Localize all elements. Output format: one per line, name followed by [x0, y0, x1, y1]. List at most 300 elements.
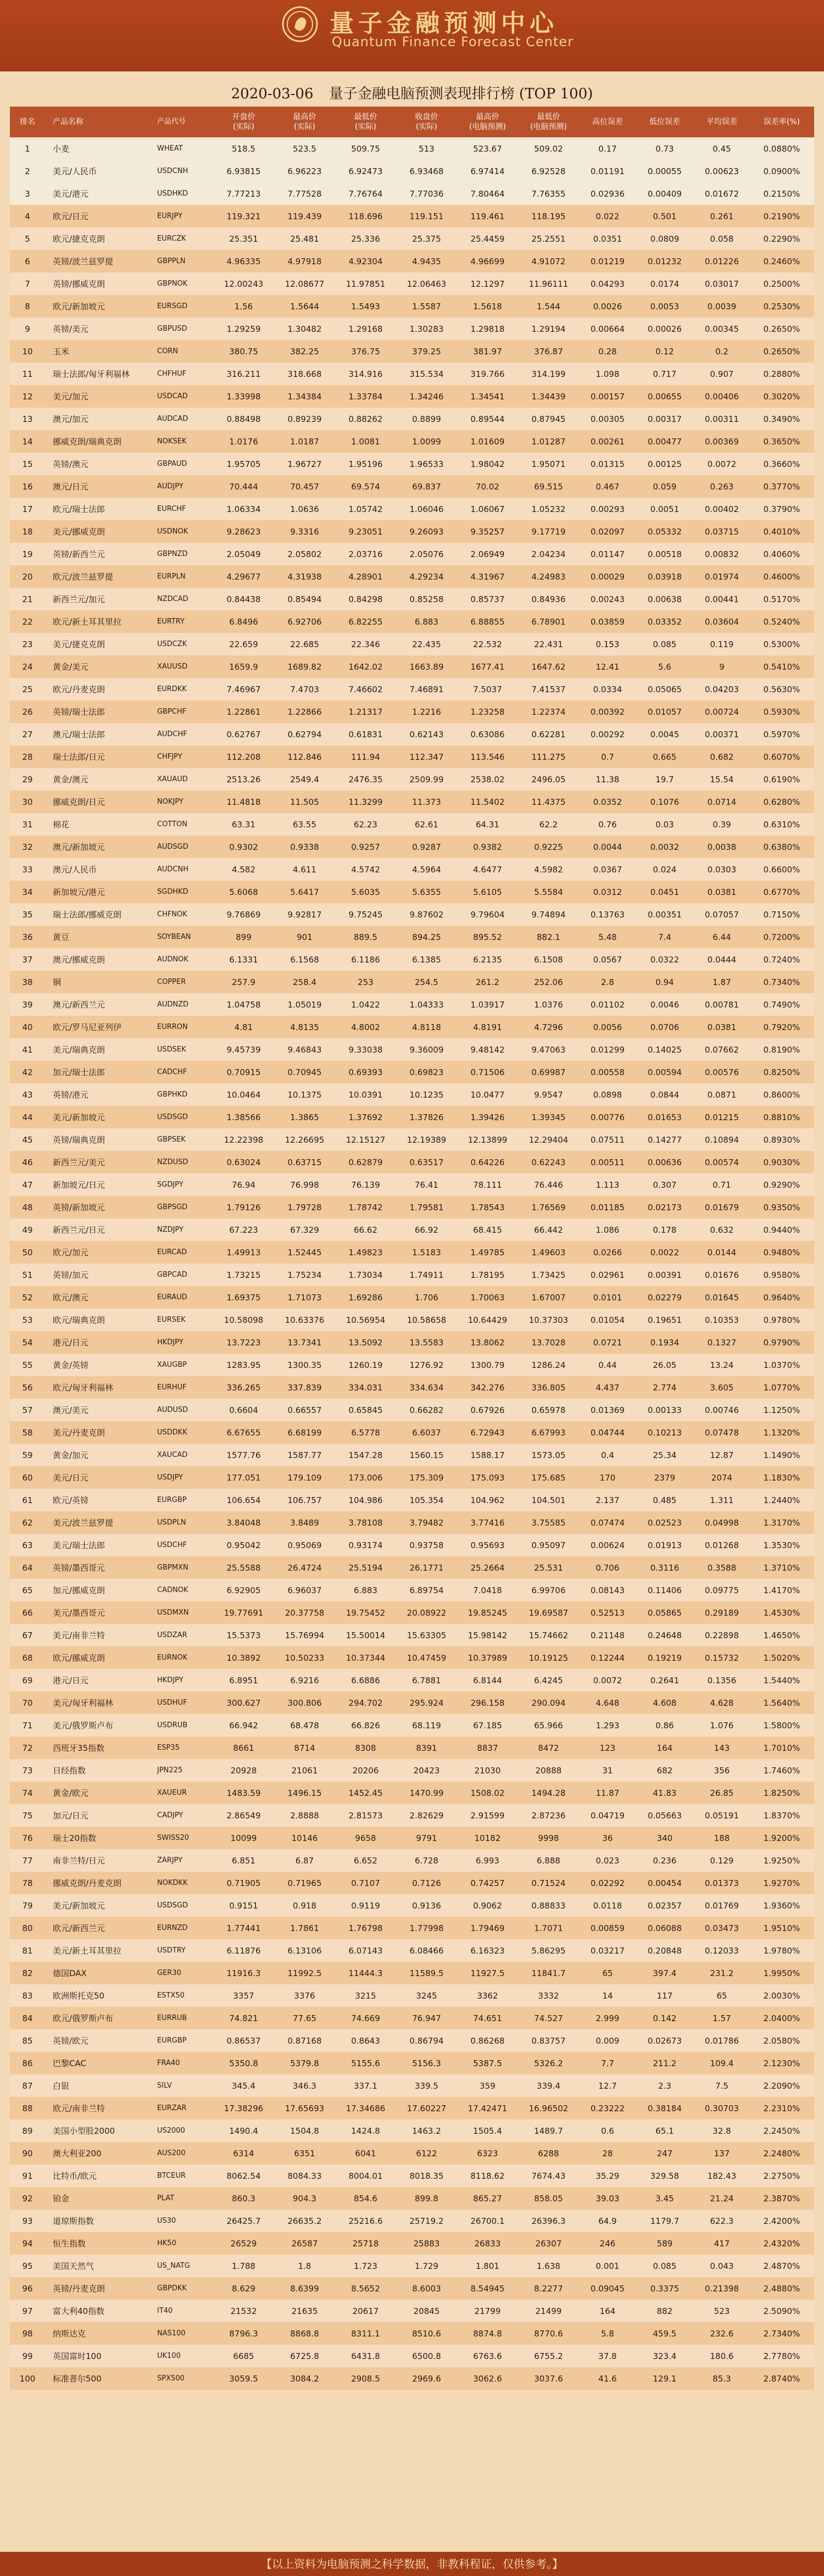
cell-close: 118.195	[531, 211, 566, 221]
cell-flo: 8391	[416, 1743, 437, 1753]
cell-fhi: 8868.8	[290, 2328, 319, 2339]
cell-hierr: 0.52513	[590, 1607, 625, 1618]
cell-rank: 70	[22, 1698, 33, 1708]
cell-fhi: 523.5	[293, 143, 316, 154]
cell-rank: 62	[22, 1517, 33, 1528]
cell-hierr: 0.09045	[590, 2283, 625, 2294]
cell-hierr: 1.293	[595, 1720, 620, 1731]
cell-loerr: 0.0809	[650, 233, 680, 244]
cell-close: 175.685	[531, 1472, 566, 1483]
cell-name: 美元/俄罗斯卢布	[53, 1721, 114, 1731]
cell-avgerr: 0.10353	[704, 1315, 739, 1325]
cell-code: US_NATG	[157, 2262, 190, 2270]
cell-fhi: 382.25	[290, 346, 319, 357]
cell-hierr: 0.0044	[593, 842, 622, 852]
cell-ahi: 69.574	[351, 481, 380, 492]
cell-rank: 64	[22, 1562, 33, 1573]
cell-hierr: 0.02292	[590, 1878, 625, 1888]
cell-alo: 6.16323	[470, 1945, 505, 1956]
cell-hierr: 0.0266	[593, 1247, 622, 1258]
cell-ahi: 0.84298	[348, 594, 383, 604]
cell-fhi: 7.4703	[290, 684, 319, 694]
cell-ahi: 1.73034	[348, 1270, 383, 1280]
cell-hierr: 0.00305	[590, 414, 625, 424]
cell-fhi: 0.9338	[290, 842, 319, 852]
cell-rank: 52	[22, 1292, 33, 1303]
cell-close: 8472	[538, 1743, 559, 1753]
cell-fhi: 1.0187	[290, 436, 319, 447]
table-row	[10, 1534, 814, 1556]
cell-avgerr: 0.00623	[704, 166, 739, 176]
cell-pct: 0.2150%	[763, 188, 800, 199]
cell-code: AUDSGD	[157, 843, 188, 851]
table-row	[10, 948, 814, 971]
cell-code: CHFJPY	[157, 753, 182, 761]
cell-alo: 26833	[474, 2238, 501, 2249]
cell-hierr: 0.01185	[590, 1202, 625, 1212]
cell-code: AUDUSD	[157, 1406, 188, 1414]
cell-name: 富大利40指数	[53, 2306, 105, 2316]
cell-name: 英镑/港元	[53, 1090, 89, 1100]
cell-avgerr: 0.01679	[704, 1202, 739, 1212]
cell-name: 欧元/澳元	[53, 1293, 89, 1303]
table-row	[10, 1466, 814, 1489]
cell-rank: 94	[22, 2238, 33, 2249]
cell-alo: 26700.1	[470, 2216, 505, 2226]
cell-close: 9.47063	[531, 1044, 566, 1055]
cell-ahi: 111.94	[351, 752, 380, 762]
cell-ahi: 6.652	[354, 1855, 377, 1866]
cell-open: 2513.26	[226, 774, 261, 785]
cell-pct: 2.3870%	[763, 2193, 800, 2204]
cell-flo: 10.47459	[407, 1653, 447, 1663]
cell-fhi: 1.5644	[290, 301, 319, 311]
cell-alo: 7.5037	[473, 684, 502, 694]
cell-code: US30	[157, 2217, 176, 2225]
cell-code: EURCAD	[157, 1248, 187, 1256]
cell-ahi: 6.6886	[351, 1675, 380, 1685]
cell-fhi: 4.31938	[287, 571, 322, 582]
cell-open: 67.223	[229, 1225, 258, 1235]
cell-avgerr: 0.0144	[707, 1247, 737, 1258]
cell-pct: 1.1830%	[763, 1472, 800, 1483]
cell-name: 加元/挪威克朗	[53, 1585, 105, 1595]
cell-code: UK100	[157, 2352, 181, 2360]
cell-close: 6.78901	[531, 616, 566, 627]
cell-open: 4.29677	[226, 571, 261, 582]
cell-flo: 76.41	[415, 1179, 438, 1190]
cell-pct: 0.2650%	[763, 324, 800, 334]
cell-close: 111.275	[531, 752, 566, 762]
cell-ahi: 3215	[355, 1990, 376, 2001]
cell-avgerr: 0.01373	[704, 1878, 739, 1888]
cell-avgerr: 0.03473	[704, 1923, 739, 1933]
cell-avgerr: 137	[714, 2148, 730, 2158]
cell-pct: 0.5970%	[763, 729, 800, 739]
table-row	[10, 1601, 814, 1624]
cell-hierr: 0.00157	[590, 391, 625, 402]
cell-code: CADCHF	[157, 1068, 187, 1076]
column-header-alo	[457, 112, 518, 132]
cell-close: 65.966	[534, 1720, 563, 1731]
cell-alo: 0.63086	[470, 729, 505, 739]
cell-hierr: 0.76	[598, 819, 617, 830]
cell-code: EURCZK	[157, 235, 186, 243]
cell-fhi: 6725.8	[290, 2351, 319, 2361]
cell-flo: 894.25	[412, 932, 441, 942]
cell-loerr: 0.024	[653, 864, 677, 875]
cell-loerr: 0.03352	[647, 616, 682, 627]
cell-fhi: 8084.33	[287, 2171, 322, 2181]
cell-flo: 66.92	[415, 1225, 438, 1235]
cell-hierr: 14	[602, 1990, 613, 2001]
cell-loerr: 26.05	[653, 1360, 677, 1370]
cell-flo: 1.30283	[409, 324, 444, 334]
cell-code: XAUEUR	[157, 1789, 187, 1797]
cell-name: 英镑/挪威克朗	[53, 279, 105, 289]
cell-fhi: 17.65693	[285, 2103, 325, 2113]
cell-hierr: 0.0351	[593, 233, 622, 244]
cell-rank: 15	[22, 459, 33, 469]
cell-close: 19.69587	[528, 1607, 569, 1618]
table-row	[10, 881, 814, 903]
cell-code: WHEAT	[157, 144, 183, 153]
cell-avgerr: 0.00574	[704, 1157, 739, 1167]
table-row	[10, 1962, 814, 1984]
cell-avgerr: 0.00406	[704, 391, 739, 402]
cell-code: EURZAR	[157, 2104, 187, 2112]
cell-name: 巴黎CAC	[53, 2058, 86, 2068]
cell-ahi: 1547.28	[348, 1450, 383, 1460]
cell-rank: 1	[25, 143, 30, 154]
cell-ahi: 6.92473	[348, 166, 383, 176]
cell-alo: 4.6477	[473, 864, 502, 875]
cell-hierr: 0.12244	[590, 1653, 625, 1663]
table-row	[10, 2097, 814, 2119]
cell-pct: 1.9250%	[763, 1855, 800, 1866]
cell-hierr: 0.00392	[590, 706, 625, 717]
column-header-line: 误差率(%)	[763, 118, 800, 126]
cell-ahi: 173.006	[348, 1472, 383, 1483]
cell-flo: 15.63305	[407, 1630, 447, 1640]
cell-open: 10.0464	[226, 1089, 261, 1100]
cell-close: 15.74662	[528, 1630, 569, 1640]
cell-avgerr: 523	[714, 2306, 730, 2316]
cell-ahi: 1.5493	[351, 301, 380, 311]
cell-name: 瑞士法郎/挪威克朗	[53, 910, 122, 920]
cell-flo: 12.06463	[407, 279, 447, 289]
cell-pct: 1.1320%	[763, 1427, 800, 1438]
cell-pct: 0.0880%	[763, 143, 800, 154]
cell-name: 英镑/瑞典克朗	[53, 1135, 105, 1145]
cell-loerr: 0.94	[655, 977, 674, 987]
cell-rank: 80	[22, 1923, 33, 1933]
cell-hierr: 0.00624	[590, 1540, 625, 1550]
cell-open: 21532	[230, 2306, 257, 2316]
cell-name: 欧元/罗马尼亚列伊	[53, 1022, 122, 1032]
cell-hierr: 0.03859	[590, 616, 625, 627]
cell-loerr: 0.00655	[647, 391, 682, 402]
column-header-loerr	[636, 117, 693, 127]
cell-pct: 0.9290%	[763, 1179, 800, 1190]
column-header-line: (实际)	[294, 123, 315, 131]
cell-alo: 11927.5	[470, 1968, 505, 1978]
cell-alo: 78.111	[473, 1179, 502, 1190]
cell-loerr: 0.00026	[647, 324, 682, 334]
cell-pct: 2.4200%	[763, 2216, 800, 2226]
cell-avgerr: 0.682	[710, 752, 734, 762]
cell-close: 4.7296	[534, 1022, 563, 1032]
cell-flo: 0.63517	[409, 1157, 444, 1167]
column-header-line: 低位误差	[649, 118, 680, 126]
cell-pct: 0.9350%	[763, 1202, 800, 1212]
cell-open: 6.11876	[226, 1945, 261, 1956]
cell-alo: 3.77416	[470, 1517, 505, 1528]
cell-avgerr: 0.01226	[704, 256, 739, 266]
table-row	[10, 1151, 814, 1173]
cell-rank: 27	[22, 729, 33, 739]
cell-code: SPX500	[157, 2374, 185, 2383]
cell-close: 0.69987	[531, 1067, 566, 1077]
table-row	[10, 791, 814, 813]
cell-name: 瑞士法郎/匈牙利福林	[53, 369, 130, 379]
cell-fhi: 9.46843	[287, 1044, 322, 1055]
cell-rank: 86	[22, 2058, 33, 2068]
cell-loerr: 0.00638	[647, 594, 682, 604]
cell-avgerr: 0.0871	[707, 1089, 737, 1100]
cell-alo: 15.98142	[467, 1630, 508, 1640]
cell-name: 黄金/欧元	[53, 1788, 89, 1798]
cell-avgerr: 0.00402	[704, 504, 739, 514]
cell-ahi: 337.1	[354, 2080, 377, 2091]
cell-loerr: 0.1934	[650, 1337, 680, 1348]
table-row	[10, 1444, 814, 1466]
table-row	[10, 1061, 814, 1083]
cell-flo: 1663.89	[409, 661, 444, 672]
cell-close: 1.638	[537, 2261, 560, 2271]
table-row	[10, 700, 814, 723]
cell-open: 10099	[230, 1833, 257, 1843]
cell-name: 铂金	[53, 2194, 70, 2204]
cell-fhi: 1.75234	[287, 1270, 322, 1280]
cell-fhi: 3084.2	[290, 2373, 319, 2384]
cell-alo: 1.98042	[470, 459, 505, 469]
cell-pct: 0.3650%	[763, 436, 800, 447]
cell-code: NZDUSD	[157, 1158, 188, 1166]
cell-alo: 865.27	[473, 2193, 502, 2204]
cell-ahi: 6.07143	[348, 1945, 383, 1956]
cell-pct: 0.9790%	[763, 1337, 800, 1348]
cell-ahi: 10.0391	[348, 1089, 383, 1100]
cell-fhi: 2.05802	[287, 549, 322, 559]
cell-hierr: 2.137	[595, 1495, 620, 1505]
cell-alo: 10.64429	[467, 1315, 508, 1325]
cell-flo: 0.69823	[409, 1067, 444, 1077]
cell-loerr: 0.00351	[647, 909, 682, 920]
cell-open: 10.58098	[224, 1315, 264, 1325]
cell-fhi: 1.8	[298, 2261, 311, 2271]
cell-hierr: 0.00292	[590, 729, 625, 739]
cell-pct: 0.6070%	[763, 752, 800, 762]
cell-name: 欧元/捷克克朗	[53, 234, 105, 244]
cell-alo: 6323	[477, 2148, 498, 2158]
cell-name: 西班牙35指数	[53, 1743, 105, 1753]
cell-code: USDSEK	[157, 1045, 186, 1054]
cell-ahi: 9.23051	[348, 526, 383, 537]
cell-alo: 119.461	[470, 211, 505, 221]
cell-avgerr: 0.00746	[704, 1405, 739, 1415]
cell-hierr: 0.00029	[590, 571, 625, 582]
cell-pct: 0.3790%	[763, 504, 800, 514]
cell-flo: 379.25	[412, 346, 441, 357]
cell-loerr: 0.00317	[647, 414, 682, 424]
cell-code: EURAUD	[157, 1293, 187, 1301]
table-row	[10, 1286, 814, 1309]
cell-ahi: 1.05742	[348, 504, 383, 514]
cell-fhi: 258.4	[293, 977, 316, 987]
cell-code: COPPER	[157, 978, 186, 986]
cell-fhi: 6.68199	[287, 1427, 322, 1438]
cell-name: 美元/港元	[53, 189, 89, 199]
cell-loerr: 2379	[654, 1472, 676, 1483]
cell-name: 欧元/瑞士法郎	[53, 504, 105, 514]
table-row	[10, 520, 814, 543]
cell-alo: 8837	[477, 1743, 498, 1753]
cell-hierr: 11.87	[595, 1788, 620, 1798]
cell-close: 0.88833	[531, 1900, 566, 1911]
cell-rank: 11	[22, 369, 33, 379]
column-header-avgerr	[693, 117, 750, 127]
cell-close: 1.67007	[531, 1292, 566, 1303]
cell-flo: 25719.2	[409, 2216, 444, 2226]
cell-avgerr: 1.57	[712, 2013, 731, 2023]
table-row	[10, 250, 814, 272]
cell-pct: 0.5170%	[763, 594, 800, 604]
cell-ahi: 509.75	[351, 143, 380, 154]
cell-name: 澳元/挪威克朗	[53, 955, 105, 965]
cell-fhi: 1504.8	[290, 2126, 319, 2136]
cell-flo: 1470.99	[409, 1788, 444, 1798]
cell-ahi: 1424.8	[351, 2126, 380, 2136]
cell-close: 1.05232	[531, 504, 566, 514]
cell-pct: 1.8250%	[763, 1788, 800, 1798]
cell-name: 美元/日元	[53, 1473, 89, 1483]
cell-code: NOKSEK	[157, 437, 187, 446]
cell-alo: 0.9062	[473, 1900, 502, 1911]
cell-open: 1659.9	[229, 661, 258, 672]
cell-pct: 1.7460%	[763, 1765, 800, 1776]
cell-hierr: 0.0334	[593, 684, 622, 694]
cell-code: EURSGD	[157, 302, 188, 310]
cell-code: USDJPY	[157, 1473, 183, 1482]
cell-hierr: 0.0898	[593, 1089, 622, 1100]
cell-loerr: 164	[656, 1743, 673, 1753]
cell-pct: 1.2440%	[763, 1495, 800, 1505]
cell-avgerr: 1.076	[710, 1720, 734, 1731]
cell-code: HKDJPY	[157, 1676, 183, 1684]
cell-alo: 175.093	[470, 1472, 505, 1483]
cell-close: 0.65978	[531, 1405, 566, 1415]
cell-avgerr: 0.119	[710, 639, 734, 649]
cell-fhi: 0.66557	[287, 1405, 322, 1415]
cell-avgerr: 21.24	[710, 2193, 734, 2204]
cell-pct: 2.4320%	[763, 2238, 800, 2249]
cell-close: 509.02	[534, 143, 563, 154]
cell-code: CHFNOK	[157, 910, 187, 919]
cell-flo: 22.435	[412, 639, 441, 649]
table-row	[10, 1872, 814, 1894]
cell-loerr: 0.01057	[647, 706, 682, 717]
cell-name: 欧元/日元	[53, 212, 89, 221]
cell-name: 美元/挪威克朗	[53, 527, 105, 537]
cell-ahi: 2.03716	[348, 549, 383, 559]
cell-code: EURPLN	[157, 572, 186, 581]
cell-alo: 17.42471	[467, 2103, 508, 2113]
cell-name: 黄金/美元	[53, 662, 89, 672]
cell-close: 2.04234	[531, 549, 566, 559]
cell-name: 新西兰元/加元	[53, 594, 105, 604]
cell-name: 英镑/欧元	[53, 2036, 89, 2046]
cell-loerr: 0.02173	[647, 1202, 682, 1212]
cell-loerr: 1179.7	[650, 2216, 680, 2226]
cell-alo: 0.71506	[470, 1067, 505, 1077]
cell-avgerr: 65	[716, 1990, 727, 2001]
cell-loerr: 0.00409	[647, 188, 682, 199]
cell-flo: 4.29234	[409, 571, 444, 582]
cell-fhi: 8714	[294, 1743, 315, 1753]
cell-code: NZDJPY	[157, 1226, 183, 1234]
cell-fhi: 26587	[291, 2238, 318, 2249]
cell-fhi: 1.71073	[287, 1292, 322, 1303]
cell-code: GBPCHF	[157, 708, 187, 716]
cell-ahi: 0.88262	[348, 414, 383, 424]
cell-alo: 1.801	[476, 2261, 499, 2271]
cell-loerr: 0.0032	[650, 842, 680, 852]
cell-loerr: 0.085	[653, 2261, 677, 2271]
cell-avgerr: 6.44	[712, 932, 731, 942]
cell-loerr: 0.05065	[647, 684, 682, 694]
cell-avgerr: 12.87	[710, 1450, 734, 1460]
cell-flo: 26.1771	[409, 1562, 444, 1573]
cell-name: 美元/新加坡元	[53, 1901, 105, 1911]
cell-open: 76.94	[232, 1179, 255, 1190]
cell-avgerr: 188	[714, 1833, 730, 1843]
cell-code: EURRUB	[157, 2014, 187, 2022]
cell-alo: 8118.62	[470, 2171, 505, 2181]
cell-pct: 0.2530%	[763, 301, 800, 311]
table-row	[10, 745, 814, 768]
cell-alo: 1505.4	[473, 2126, 502, 2136]
cell-code: GBPSEK	[157, 1136, 186, 1144]
cell-hierr: 0.0118	[593, 1900, 622, 1911]
cell-pct: 0.6380%	[763, 842, 800, 852]
cell-name: 美元/墨西哥元	[53, 1608, 105, 1618]
cell-rank: 40	[22, 1022, 33, 1032]
cell-ahi: 17.34686	[346, 2103, 386, 2113]
cell-flo: 8018.35	[409, 2171, 444, 2181]
cell-name: 美元/新土耳其里拉	[53, 1946, 122, 1956]
table-row	[10, 678, 814, 700]
cell-open: 0.84438	[226, 594, 261, 604]
cell-rank: 25	[22, 684, 33, 694]
cell-avgerr: 1.311	[710, 1495, 734, 1505]
cell-hierr: 0.0101	[593, 1292, 622, 1303]
cell-open: 3.84048	[226, 1517, 261, 1528]
cell-ahi: 0.69393	[348, 1067, 383, 1077]
cell-hierr: 0.0312	[593, 887, 622, 897]
column-header-name	[45, 117, 153, 127]
cell-name: 英镑/新西兰元	[53, 549, 105, 559]
